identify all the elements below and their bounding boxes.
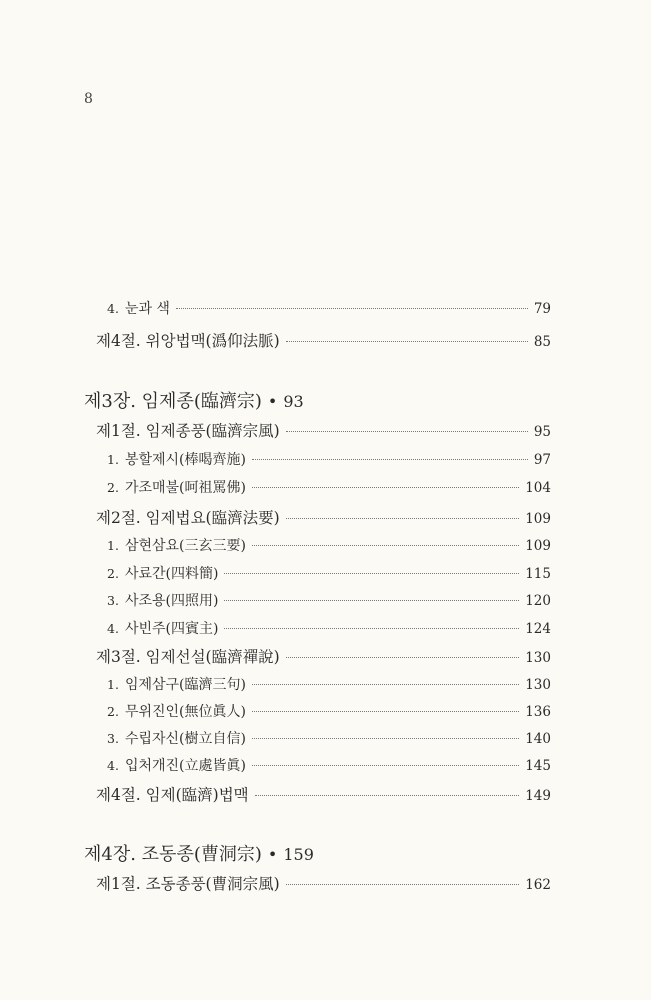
dot-leader: [224, 628, 519, 629]
item-number: 1.: [107, 452, 119, 467]
toc-item: [107, 701, 551, 721]
chapter-page: 159: [283, 845, 314, 864]
toc-section: [96, 645, 551, 667]
toc-item: [107, 755, 551, 775]
toc-item: [107, 728, 551, 748]
dot-leader: [286, 884, 520, 885]
item-number: 4.: [107, 621, 119, 636]
dot-leader: [252, 684, 519, 685]
dot-leader: [255, 795, 520, 796]
item-number: 4.: [107, 301, 119, 316]
chapter-separator: •: [267, 845, 278, 864]
toc-item: [107, 618, 551, 638]
toc-section: [96, 329, 551, 351]
chapter-page: 93: [283, 392, 304, 411]
chapter-heading: [84, 840, 314, 866]
item-number: 3.: [107, 731, 119, 746]
section-page: 85: [533, 334, 551, 350]
item-page: 140: [525, 731, 551, 747]
item-title: 봉할제시(棒喝齊施): [124, 452, 246, 468]
dot-leader: [286, 518, 520, 519]
toc-item: [107, 298, 551, 318]
dot-leader: [224, 573, 519, 574]
section-title: 제3절. 임제선설(臨濟禪說): [96, 648, 280, 666]
section-page: 109: [525, 511, 551, 527]
dot-leader: [252, 765, 519, 766]
toc-item: [107, 535, 551, 555]
toc-section: [96, 419, 551, 441]
toc-item: [107, 449, 551, 469]
section-page: 162: [525, 877, 551, 893]
toc-item: [107, 477, 551, 497]
toc-section: [96, 506, 551, 528]
page-number: 8: [84, 91, 93, 107]
item-title: 가조매불(呵祖罵佛): [124, 480, 246, 496]
item-page: 79: [533, 301, 551, 317]
item-title: 수립자신(樹立自信): [124, 731, 246, 747]
item-title: 사료간(四料簡): [124, 566, 219, 582]
dot-leader: [252, 545, 519, 546]
section-title: 제1절. 조동종풍(曹洞宗風): [96, 875, 280, 893]
item-page: 130: [525, 677, 551, 693]
dot-leader: [252, 711, 519, 712]
item-title: 삼현삼요(三玄三要): [124, 538, 246, 554]
section-page: 95: [533, 424, 551, 440]
dot-leader: [224, 600, 519, 601]
item-title: 임제삼구(臨濟三句): [124, 677, 246, 693]
toc-item: [107, 674, 551, 694]
item-title: 사조용(四照用): [124, 593, 219, 609]
item-page: 124: [525, 621, 551, 637]
item-page: 115: [525, 566, 551, 582]
item-page: 109: [525, 538, 551, 554]
item-page: 97: [533, 452, 551, 468]
chapter-title: 제4장. 조동종(曹洞宗): [84, 844, 262, 865]
dot-leader: [286, 341, 528, 342]
item-page: 136: [525, 704, 551, 720]
section-title: 제4절. 위앙법맥(潙仰法脈): [96, 332, 280, 350]
section-title: 제2절. 임제법요(臨濟法要): [96, 509, 280, 527]
chapter-title: 제3장. 임제종(臨濟宗): [84, 391, 262, 412]
toc-section: [96, 872, 551, 894]
item-number: 1.: [107, 538, 119, 553]
item-number: 2.: [107, 566, 119, 581]
dot-leader: [286, 657, 520, 658]
item-title: 눈과 색: [124, 301, 170, 317]
dot-leader: [252, 459, 528, 460]
dot-leader: [252, 738, 519, 739]
item-number: 3.: [107, 593, 119, 608]
section-page: 130: [525, 650, 551, 666]
item-page: 120: [525, 593, 551, 609]
chapter-heading: [84, 387, 304, 413]
item-title: 무위진인(無位眞人): [124, 704, 246, 720]
item-number: 4.: [107, 758, 119, 773]
section-title: 제1절. 임제종풍(臨濟宗風): [96, 422, 280, 440]
item-number: 1.: [107, 677, 119, 692]
item-title: 사빈주(四賓主): [124, 621, 219, 637]
item-title: 입처개진(立處皆眞): [124, 758, 246, 774]
toc-item: [107, 590, 551, 610]
item-page: 145: [525, 758, 551, 774]
dot-leader: [286, 431, 528, 432]
chapter-separator: •: [267, 392, 278, 411]
section-page: 149: [525, 788, 551, 804]
item-number: 2.: [107, 704, 119, 719]
toc-section: [96, 783, 551, 805]
dot-leader: [252, 487, 519, 488]
section-title: 제4절. 임제(臨濟)법맥: [96, 786, 249, 804]
dot-leader: [176, 308, 528, 309]
item-number: 2.: [107, 480, 119, 495]
toc-item: [107, 563, 551, 583]
item-page: 104: [525, 480, 551, 496]
